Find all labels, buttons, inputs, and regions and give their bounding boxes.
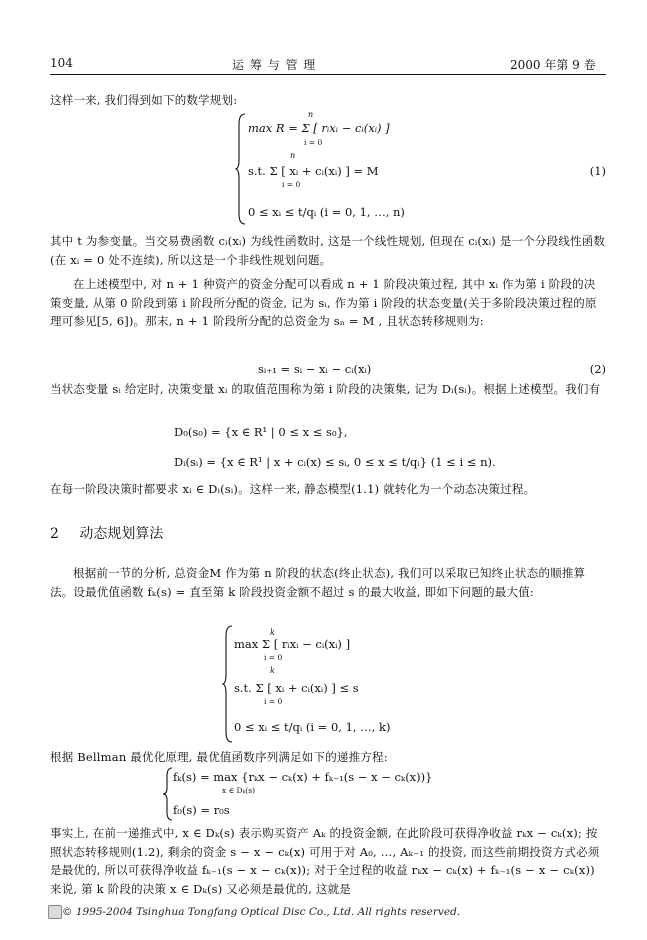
left-brace-2 [222,624,234,744]
eq5-max-subscript: x ∈ Dₖ(s) [222,786,255,795]
eq2-transition: sᵢ₊₁ = sᵢ − xᵢ − cᵢ(xᵢ) [258,362,372,376]
paragraph-value-function: 根据前一节的分析, 总资金M 作为第 n 阶段的状态(终止状态), 我们可以采取已知终止状态的顺推算法。设最优值函数 fₖ(s) = 直至第 k 阶段投资金额不超过 s 的最大收益, 即如下问题的最大值: [50,566,586,599]
left-brace-1 [235,112,247,226]
eq1-sum-bottom-1: i = 0 [304,138,323,147]
header-rule [50,74,606,75]
paragraph-intro: 这样一来, 我们得到如下的数学规划: [50,93,238,107]
copyright-footer: © 1995-2004 Tsinghua Tongfang Optical Disc Co., Ltd. All rights reserved. [62,906,461,918]
eq1-line-bounds: 0 ≤ xᵢ ≤ t/qᵢ (i = 0, 1, …, n) [248,205,405,219]
eq2-number: (2) [589,362,606,376]
paragraph-dynamic-process: 在每一阶段决策时都要求 xᵢ ∈ Dᵢ(sᵢ)。这样一来, 静态模型(1.1) 就转化为一个动态决策过程。 [50,482,536,496]
eq4-line-objective: max Σ [ rᵢxᵢ − cᵢ(xᵢ) ] [234,637,351,651]
eq5-recurrence: fₖ(s) = max {rₖx − cₖ(x) + fₖ₋₁(s − x − cₖ(x))} [173,770,433,784]
eq4-sum-top-1: k [270,628,275,637]
eq1-line-objective: max R = Σ [ rᵢxᵢ − cᵢ(xᵢ) ] [248,121,390,135]
paragraph-explanation: 事实上, 在前一递推式中, x ∈ Dₖ(s) 表示购买资产 Aₖ 的投资金额, 在此阶段可获得净收益 rₖx − cₖ(x); 按照状态转移规则(1.2), 剩余的资金 s − x − cₖ(x) 可用于对 A₀, …, Aₖ₋₁ 的投资, 而这些前期投资方式必须是最优的, 所以可获得净收益 fₖ₋₁(s − x − cₖ(x)); 对于全过程的收益 rₖx − cₖ(x) + fₖ₋₁(s − x − cₖ(x)) 来说, 第 k 阶段的决策 x ∈ Dₖ(s) 又必须是最优的, 这就是 [50,826,600,896]
section-number: 2 [50,526,59,542]
eq1-sum-bottom-2: i = 0 [282,180,301,189]
paragraph-decision-set: 当状态变量 sᵢ 给定时, 决策变量 xᵢ 的取值范围称为第 i 阶段的决策集, 记为 Dᵢ(sᵢ)。根据上述模型。我们有 [50,382,601,396]
paragraph-linear-program: 其中 t 为参变量。当交易费函数 cᵢ(xᵢ) 为线性函数时, 这是一个线性规划, 但现在 cᵢ(xᵢ) 是一个分段线性函数(在 xᵢ = 0 处不连续), 所以这是一个非线性规划问题。 [50,234,606,267]
eq1-line-constraint: s.t. Σ [ xᵢ + cᵢ(xᵢ) ] = M [248,164,379,178]
eq4-sum-top-2: k [270,666,275,675]
eq4-line-bounds: 0 ≤ xᵢ ≤ t/qᵢ (i = 0, 1, …, k) [234,720,391,734]
eq3-line-1: D₀(s₀) = {x ∈ R¹ | 0 ≤ x ≤ s₀}, [174,425,348,439]
section-heading [50,523,163,543]
publisher-logo-icon [48,905,62,919]
eq4-sum-bottom-1: i = 0 [264,653,283,662]
paragraph-bellman: 根据 Bellman 最优化原理, 最优值函数序列满足如下的递推方程: [50,750,388,764]
eq1-sum-top-2: n [290,151,296,160]
section-title: 动态规划算法 [79,526,164,542]
eq4-sum-bottom-2: i = 0 [264,697,283,706]
eq1-number: (1) [589,164,606,178]
running-title: 运 筹 与 管 理 [232,58,317,72]
eq4-line-constraint: s.t. Σ [ xᵢ + cᵢ(xᵢ) ] ≤ s [234,681,359,695]
volume-info: 2000 年第 9 卷 [510,58,596,72]
paragraph-stage-model: 在上述模型中, 对 n + 1 种资产的资金分配可以看成 n + 1 阶段决策过程, 其中 xᵢ 作为第 i 阶段的决策变量, 从第 0 阶段到第 i 阶段所分配的资金, 记为 sᵢ, 作为第 i 阶段的状态变量(关于多阶段决策过程的原理可参见[5, 6])。那末, n + 1 阶段所分配的总资金为 sₙ = M , 且状态转移规则为: [50,277,597,328]
eq1-sum-top-1: n [308,110,314,119]
eq3-line-2: Dᵢ(sᵢ) = {x ∈ R¹ | x + cᵢ(x) ≤ sᵢ, 0 ≤ x ≤ t/qᵢ} (1 ≤ i ≤ n). [174,455,496,469]
page-number: 104 [50,56,73,70]
eq5-initial: f₀(s) = r₀s [173,803,230,817]
